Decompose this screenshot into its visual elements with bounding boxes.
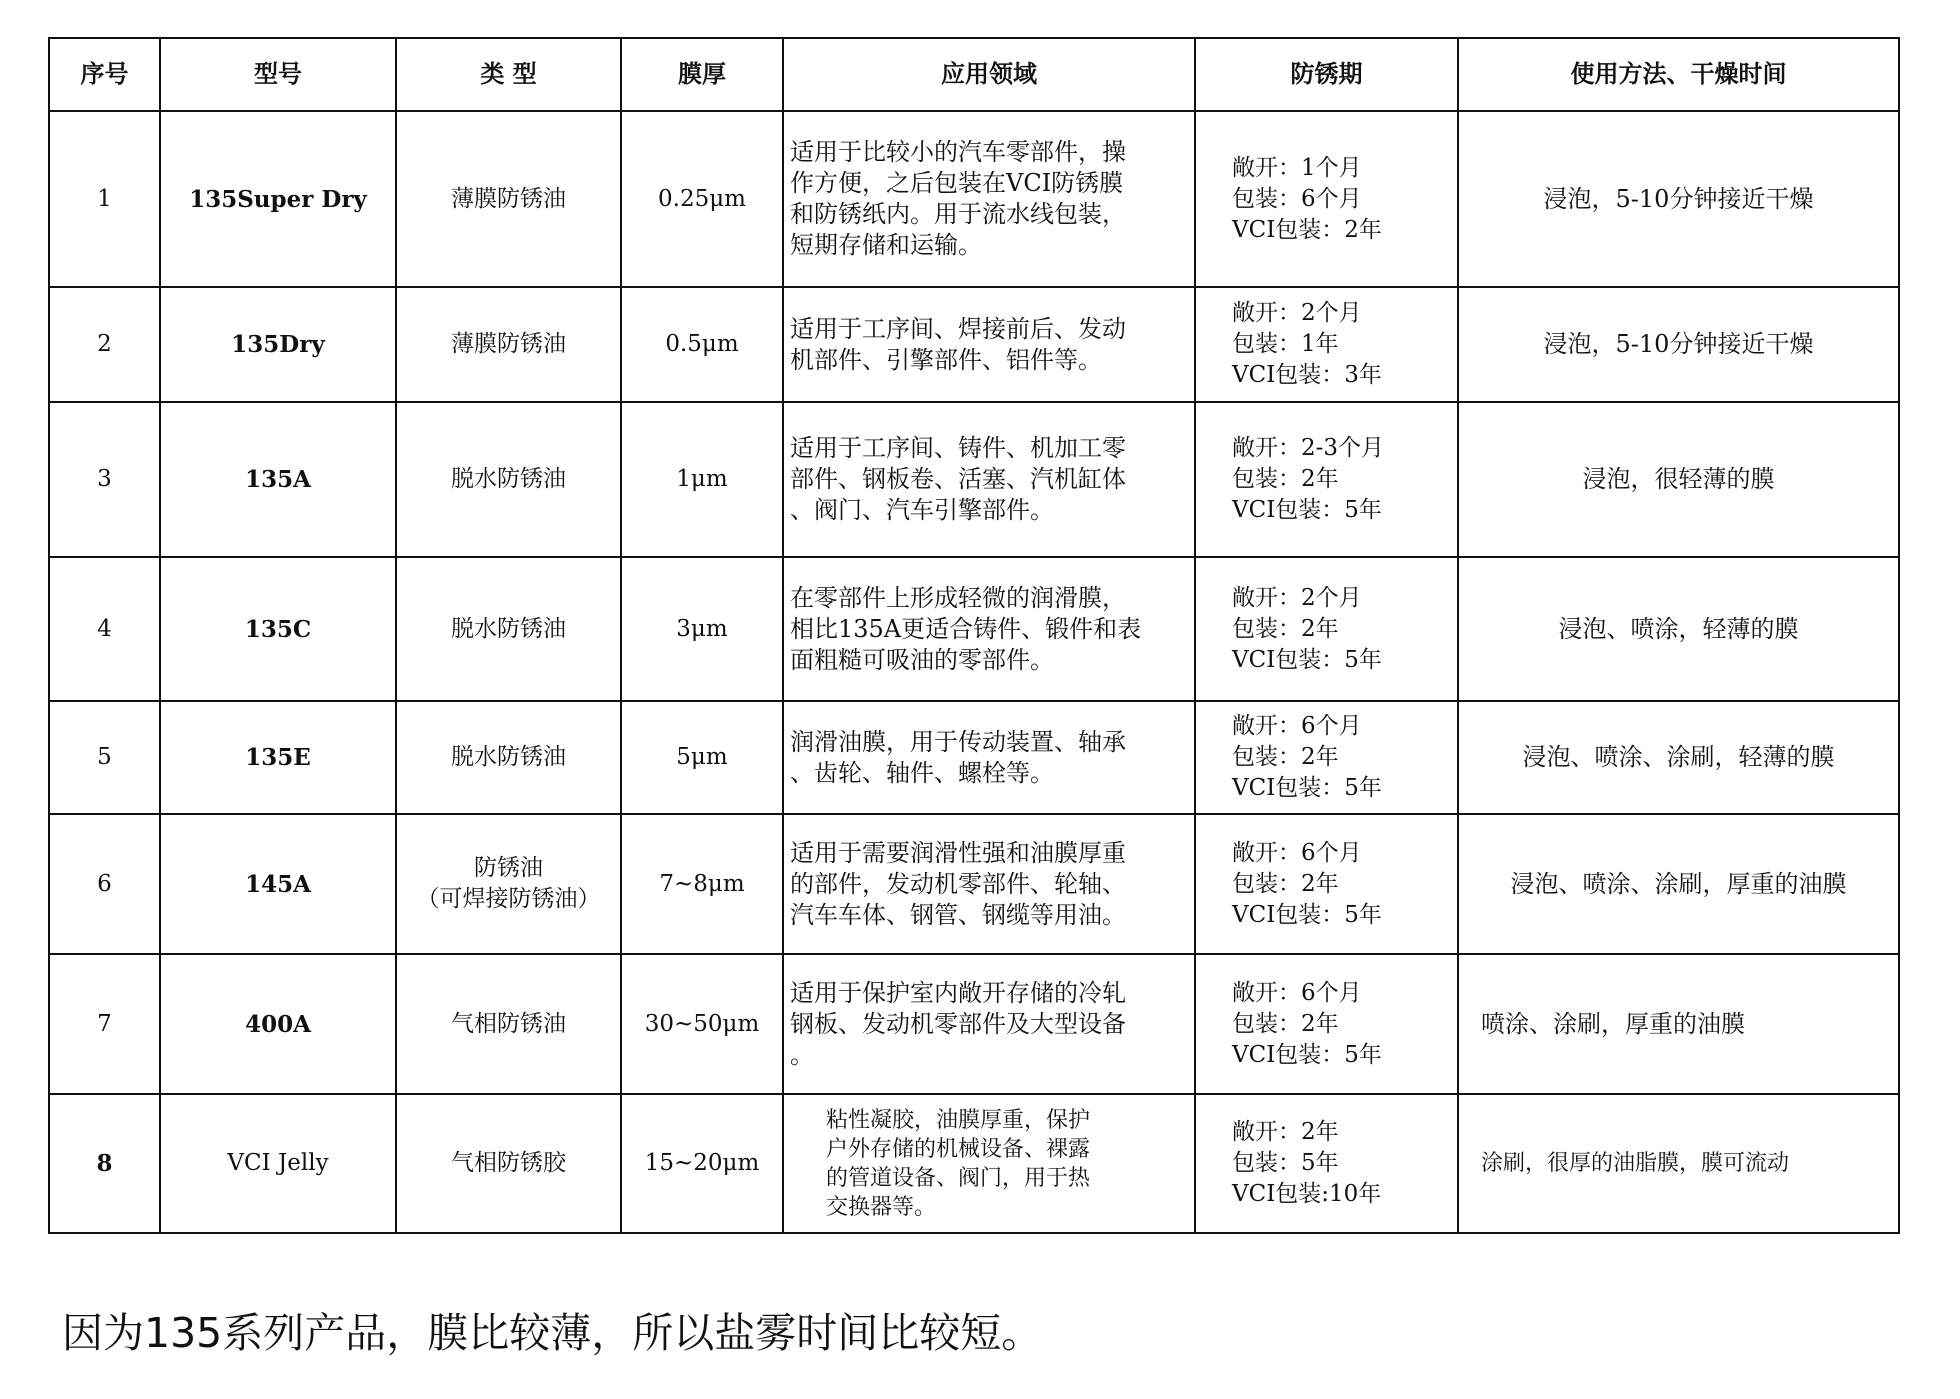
header-rust-period: 防锈期 — [1195, 38, 1458, 111]
row-usage: 浸泡，很轻薄的膜 — [1458, 402, 1899, 557]
period-line: 包装：1年 — [1232, 331, 1339, 357]
application-line: 户外存储的机械设备、裸露 — [826, 1136, 1091, 1162]
row-application — [783, 954, 1195, 1094]
row-usage: 涂刷，很厚的油脂膜，膜可流动 — [1458, 1094, 1899, 1233]
type-main: 防锈油 — [474, 855, 543, 881]
row-no: 6 — [49, 814, 160, 954]
type-sub: （可焊接防锈油） — [416, 886, 601, 912]
row-rust-period — [1195, 701, 1458, 814]
application-line: 适用于工序间、铸件、机加工零 — [790, 434, 1126, 462]
row-no: 7 — [49, 954, 160, 1094]
row-type: 脱水防锈油 — [396, 557, 621, 701]
row-usage: 浸泡、喷涂、涂刷，厚重的油膜 — [1458, 814, 1899, 954]
row-thickness: 0.5μm — [621, 287, 783, 402]
row-no: 4 — [49, 557, 160, 701]
application-line: 相比135A更适合铸件、锻件和表 — [790, 614, 1142, 643]
period-line: 敞开：2个月 — [1232, 584, 1362, 611]
application-line: 的部件，发动机零部件、轮轴、 — [790, 869, 1126, 898]
table-row — [49, 701, 1899, 814]
row-no: 5 — [49, 701, 160, 814]
row-usage: 浸泡、喷涂，轻薄的膜 — [1458, 557, 1899, 701]
row-application — [783, 701, 1195, 814]
row-usage: 浸泡、喷涂、涂刷，轻薄的膜 — [1458, 701, 1899, 814]
row-model: VCI Jelly — [160, 1094, 396, 1233]
row-type: 气相防锈油 — [396, 954, 621, 1094]
period-line: 包装：2年 — [1232, 466, 1339, 492]
row-no: 8 — [49, 1094, 160, 1233]
period-line: 敞开：6个月 — [1232, 839, 1362, 866]
application-line: 作方便，之后包装在VCI防锈膜 — [790, 169, 1124, 197]
row-application — [783, 814, 1195, 954]
application-line: 面粗糙可吸油的零部件。 — [790, 645, 1054, 674]
period-line: VCI包装：5年 — [1232, 497, 1382, 523]
row-application — [783, 287, 1195, 402]
row-model: 135A — [160, 402, 396, 557]
application-line: 、阀门、汽车引擎部件。 — [790, 496, 1054, 524]
application-line: 适用于比较小的汽车零部件，操 — [790, 138, 1126, 166]
application-line: 粘性凝胶，油膜厚重，保护 — [826, 1107, 1091, 1133]
application-line: 机部件、引擎部件、铝件等。 — [790, 345, 1102, 374]
row-type: 脱水防锈油 — [396, 701, 621, 814]
row-thickness: 7~8μm — [621, 814, 783, 954]
period-line: VCI包装：5年 — [1232, 646, 1382, 673]
table-row — [49, 287, 1899, 402]
row-usage: 喷涂、涂刷，厚重的油膜 — [1458, 954, 1899, 1094]
application-line: 部件、钢板卷、活塞、汽机缸体 — [790, 465, 1126, 493]
application-line: 、齿轮、轴件、螺栓等。 — [790, 758, 1054, 787]
row-thickness: 0.25μm — [621, 111, 783, 287]
row-model: 400A — [160, 954, 396, 1094]
application-line: 在零部件上形成轻微的润滑膜， — [790, 583, 1126, 612]
period-line: 敞开：2年 — [1232, 1119, 1339, 1145]
row-thickness: 30~50μm — [621, 954, 783, 1094]
row-model: 135Super Dry — [160, 111, 396, 287]
row-model: 135Dry — [160, 287, 396, 402]
application-line: 和防锈纸内。用于流水线包装， — [790, 200, 1126, 228]
period-line: 包装：2年 — [1232, 1010, 1339, 1037]
row-application — [783, 557, 1195, 701]
period-line: VCI包装：3年 — [1232, 362, 1382, 388]
table-header-row — [49, 38, 1899, 111]
header-model: 型号 — [160, 38, 396, 111]
table-row — [49, 402, 1899, 557]
row-usage: 浸泡，5-10分钟接近干燥 — [1458, 287, 1899, 402]
row-type: 气相防锈胶 — [396, 1094, 621, 1233]
row-application — [783, 1094, 1195, 1233]
application-line: 适用于保护室内敞开存储的冷轧 — [790, 978, 1126, 1007]
application-line: 润滑油膜，用于传动装置、轴承 — [790, 727, 1126, 756]
application-line: 交换器等。 — [826, 1194, 937, 1220]
row-rust-period — [1195, 814, 1458, 954]
row-model: 145A — [160, 814, 396, 954]
row-rust-period — [1195, 111, 1458, 287]
row-usage: 浸泡，5-10分钟接近干燥 — [1458, 111, 1899, 287]
row-thickness: 15~20μm — [621, 1094, 783, 1233]
row-thickness: 5μm — [621, 701, 783, 814]
period-line: VCI包装：5年 — [1232, 901, 1382, 928]
row-no: 2 — [49, 287, 160, 402]
row-rust-period — [1195, 287, 1458, 402]
row-rust-period — [1195, 954, 1458, 1094]
row-no: 1 — [49, 111, 160, 287]
row-rust-period — [1195, 557, 1458, 701]
product-spec-table — [48, 37, 1900, 1234]
application-line: 钢板、发动机零部件及大型设备 — [790, 1009, 1126, 1038]
header-application: 应用领域 — [783, 38, 1195, 111]
application-line: 的管道设备、阀门，用于热 — [826, 1165, 1091, 1191]
period-line: VCI包装：2年 — [1232, 216, 1382, 243]
application-line: 。 — [790, 1040, 814, 1069]
header-no: 序号 — [49, 38, 160, 111]
application-line: 适用于工序间、焊接前后、发动 — [790, 314, 1126, 343]
row-thickness: 3μm — [621, 557, 783, 701]
footnote-text: 因为135系列产品，膜比较薄，所以盐雾时间比较短。 — [62, 1309, 1043, 1357]
period-line: 包装：6个月 — [1232, 185, 1362, 212]
period-line: 敞开：1个月 — [1232, 154, 1362, 181]
row-no: 3 — [49, 402, 160, 557]
period-line: VCI包装：5年 — [1232, 1041, 1382, 1068]
row-application — [783, 402, 1195, 557]
table-row — [49, 814, 1899, 954]
header-usage: 使用方法、干燥时间 — [1458, 38, 1899, 111]
period-line: 包装：5年 — [1232, 1150, 1339, 1176]
row-application — [783, 111, 1195, 287]
header-type: 类 型 — [396, 38, 621, 111]
row-model: 135C — [160, 557, 396, 701]
row-rust-period — [1195, 402, 1458, 557]
period-line: 包装：2年 — [1232, 870, 1339, 897]
header-thickness: 膜厚 — [621, 38, 783, 111]
row-type — [396, 814, 621, 954]
row-type: 薄膜防锈油 — [396, 111, 621, 287]
period-line: 包装：2年 — [1232, 744, 1339, 770]
period-line: 包装：2年 — [1232, 615, 1339, 642]
table-row — [49, 111, 1899, 287]
period-line: VCI包装:10年 — [1232, 1181, 1382, 1207]
row-rust-period — [1195, 1094, 1458, 1233]
row-thickness: 1μm — [621, 402, 783, 557]
period-line: 敞开：2-3个月 — [1232, 435, 1385, 461]
table-row — [49, 954, 1899, 1094]
row-type: 薄膜防锈油 — [396, 287, 621, 402]
period-line: 敞开：6个月 — [1232, 979, 1362, 1006]
application-line: 汽车车体、钢管、钢缆等用油。 — [790, 900, 1126, 929]
row-type: 脱水防锈油 — [396, 402, 621, 557]
row-model: 135E — [160, 701, 396, 814]
application-line: 适用于需要润滑性强和油膜厚重 — [790, 838, 1126, 867]
period-line: 敞开：2个月 — [1232, 300, 1362, 326]
spec-sheet — [48, 37, 1898, 1234]
period-line: 敞开：6个月 — [1232, 713, 1362, 739]
table-row — [49, 557, 1899, 701]
period-line: VCI包装：5年 — [1232, 775, 1382, 801]
application-line: 短期存储和运输。 — [790, 231, 982, 259]
table-row — [49, 1094, 1899, 1233]
